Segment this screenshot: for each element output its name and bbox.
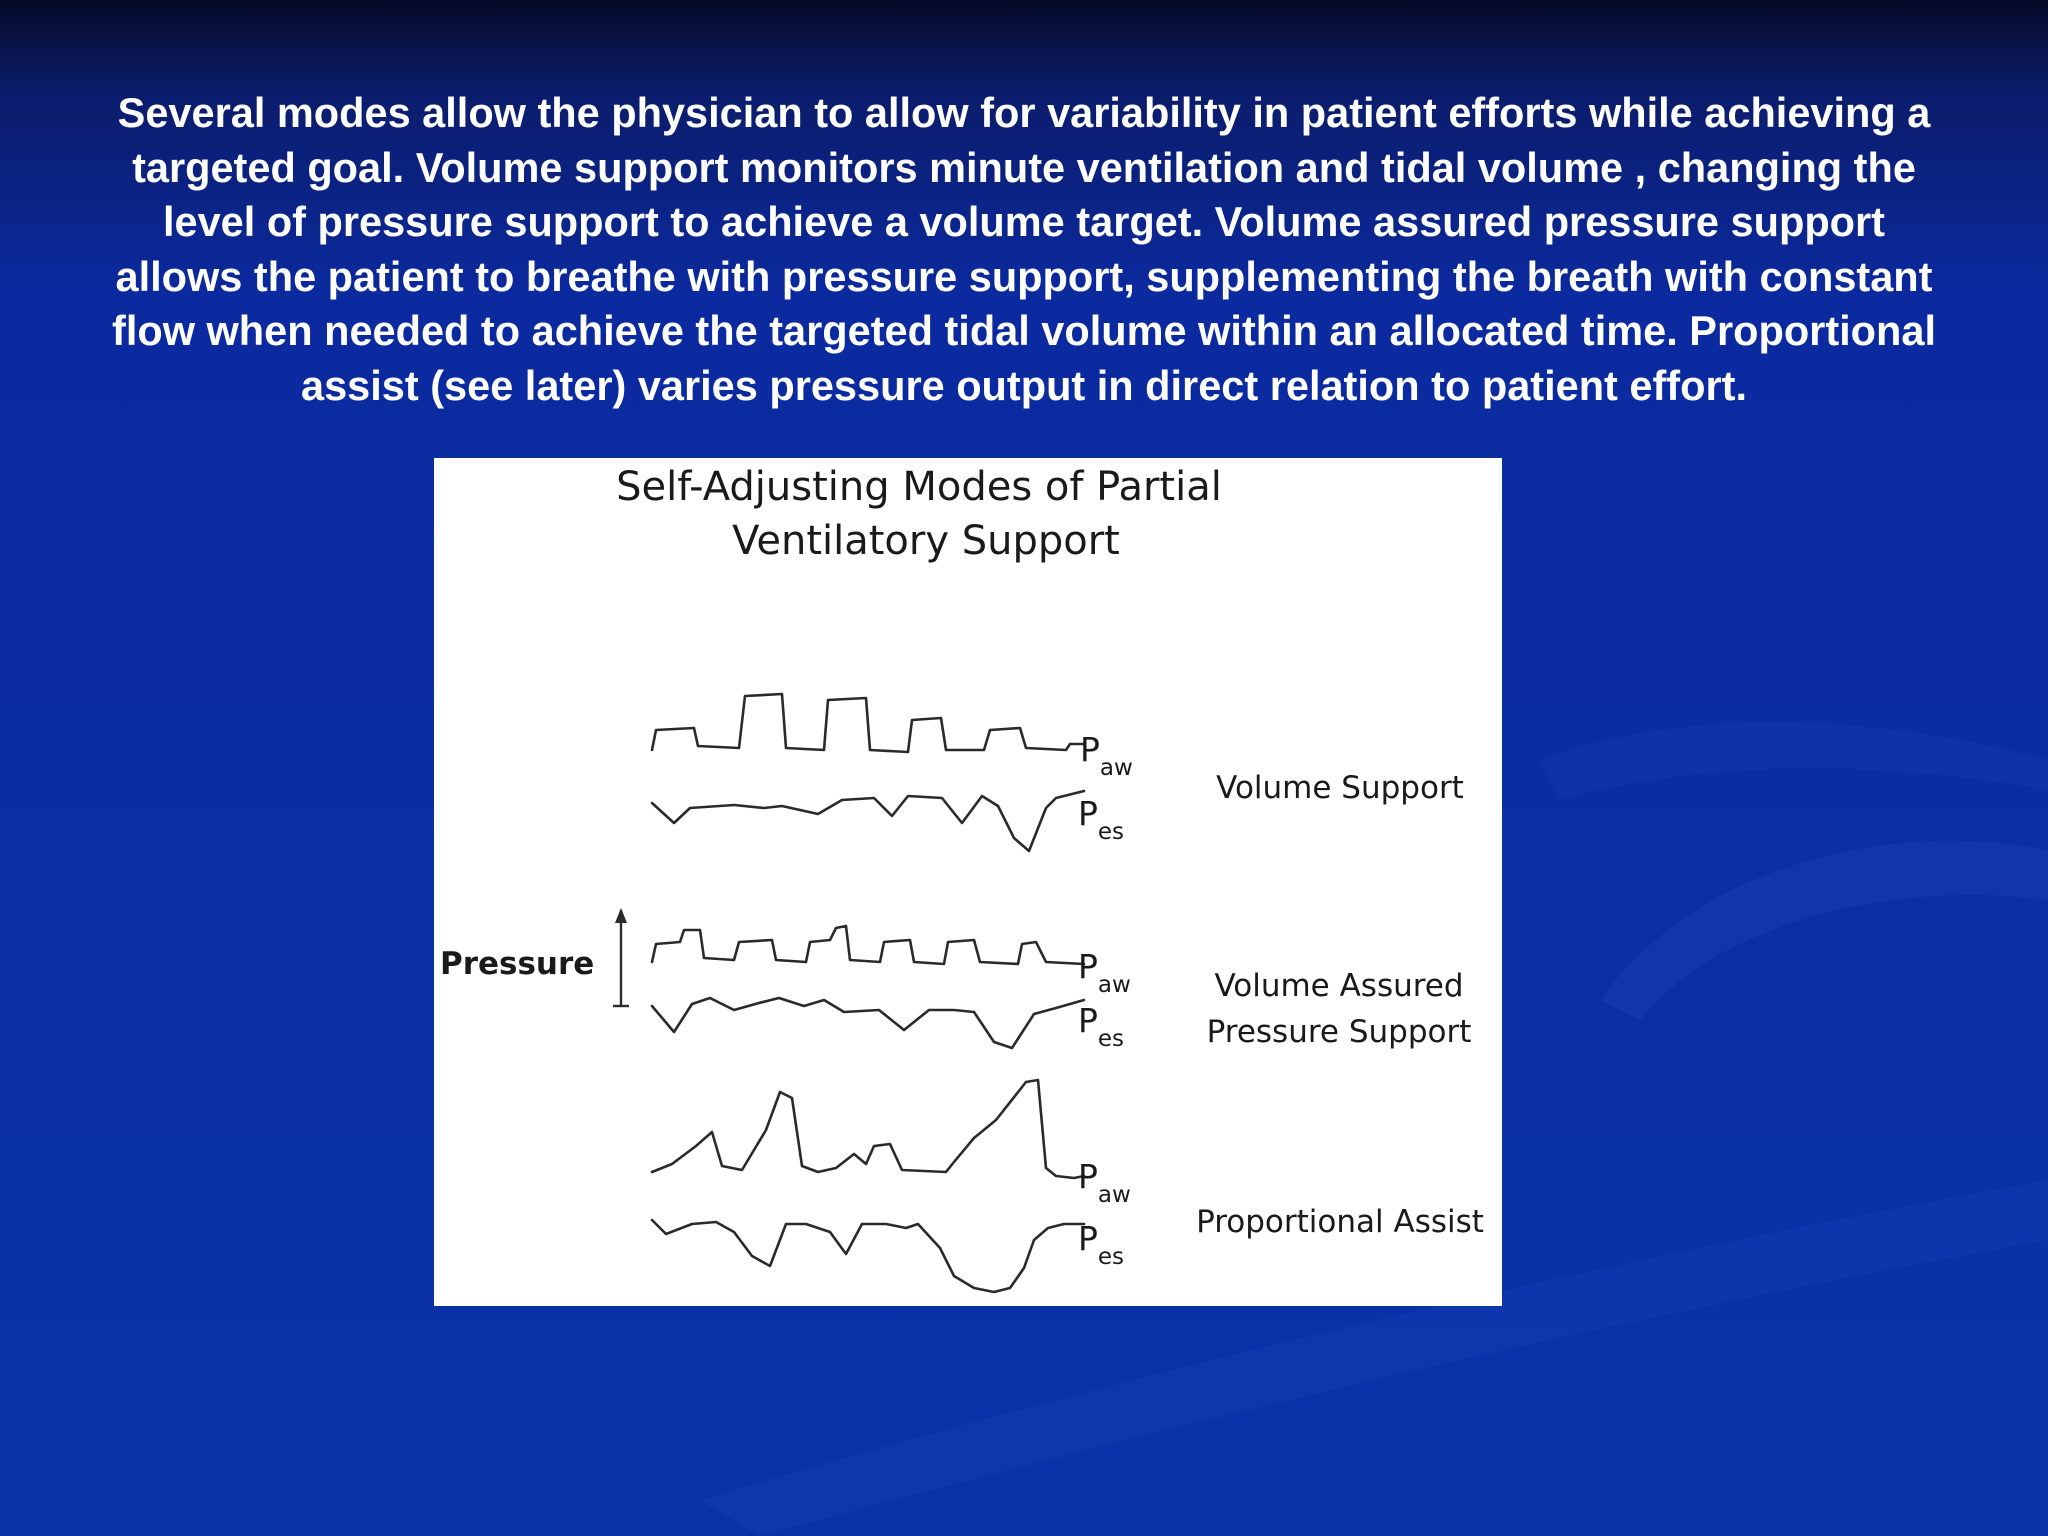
volume-support-paw-label: $P_{aw}$ <box>1080 730 1133 781</box>
proportional-assist-paw-trace <box>652 1080 1084 1178</box>
figure-title-line-2: Ventilatory Support <box>732 518 1120 564</box>
proportional-assist-pes-trace <box>652 1220 1084 1292</box>
vaps-paw-label: $P_{aw}$ <box>1078 947 1131 998</box>
pressure-axis-label: Pressure <box>440 946 595 982</box>
slide-body-text: Several modes allow the physician to allow for variability in patient efforts while achieving a targeted goal. Volume support monitors minute ventilation and tidal volume , changing the level of pressure support to achieve a volume target. Volume assured pressure support allows the patient to breathe with pressure support, supplementing the breath with constant flow when needed to achieve the targeted tidal volume within an allocated time. Proportional assist (see later) varies pressure output in direct relation to patient effort. <box>112 89 1936 409</box>
proportional-assist-paw-label: $P_{aw}$ <box>1078 1157 1131 1208</box>
vaps-pes-label: $P_{es}$ <box>1078 1001 1125 1052</box>
volume-support-pes-trace <box>652 791 1084 851</box>
vaps-label-line-2: Pressure Support <box>1206 1014 1472 1050</box>
proportional-assist-label: Proportional Assist <box>1196 1204 1484 1240</box>
vaps-label-line-1: Volume Assured <box>1214 968 1464 1004</box>
volume-support-pes-label: $P_{es}$ <box>1078 794 1125 845</box>
ventilation-modes-figure <box>434 458 1502 1306</box>
volume-support-label: Volume Support <box>1216 770 1464 806</box>
figure-title-line-1: Self-Adjusting Modes of Partial <box>616 464 1222 510</box>
pressure-axis-arrowhead <box>615 908 627 923</box>
proportional-assist-pes-label: $P_{es}$ <box>1078 1219 1125 1270</box>
ventilation-modes-diagram <box>434 458 1502 1306</box>
vaps-pes-trace <box>652 998 1084 1048</box>
volume-support-paw-trace <box>652 694 1084 752</box>
vaps-paw-trace <box>652 926 1084 964</box>
